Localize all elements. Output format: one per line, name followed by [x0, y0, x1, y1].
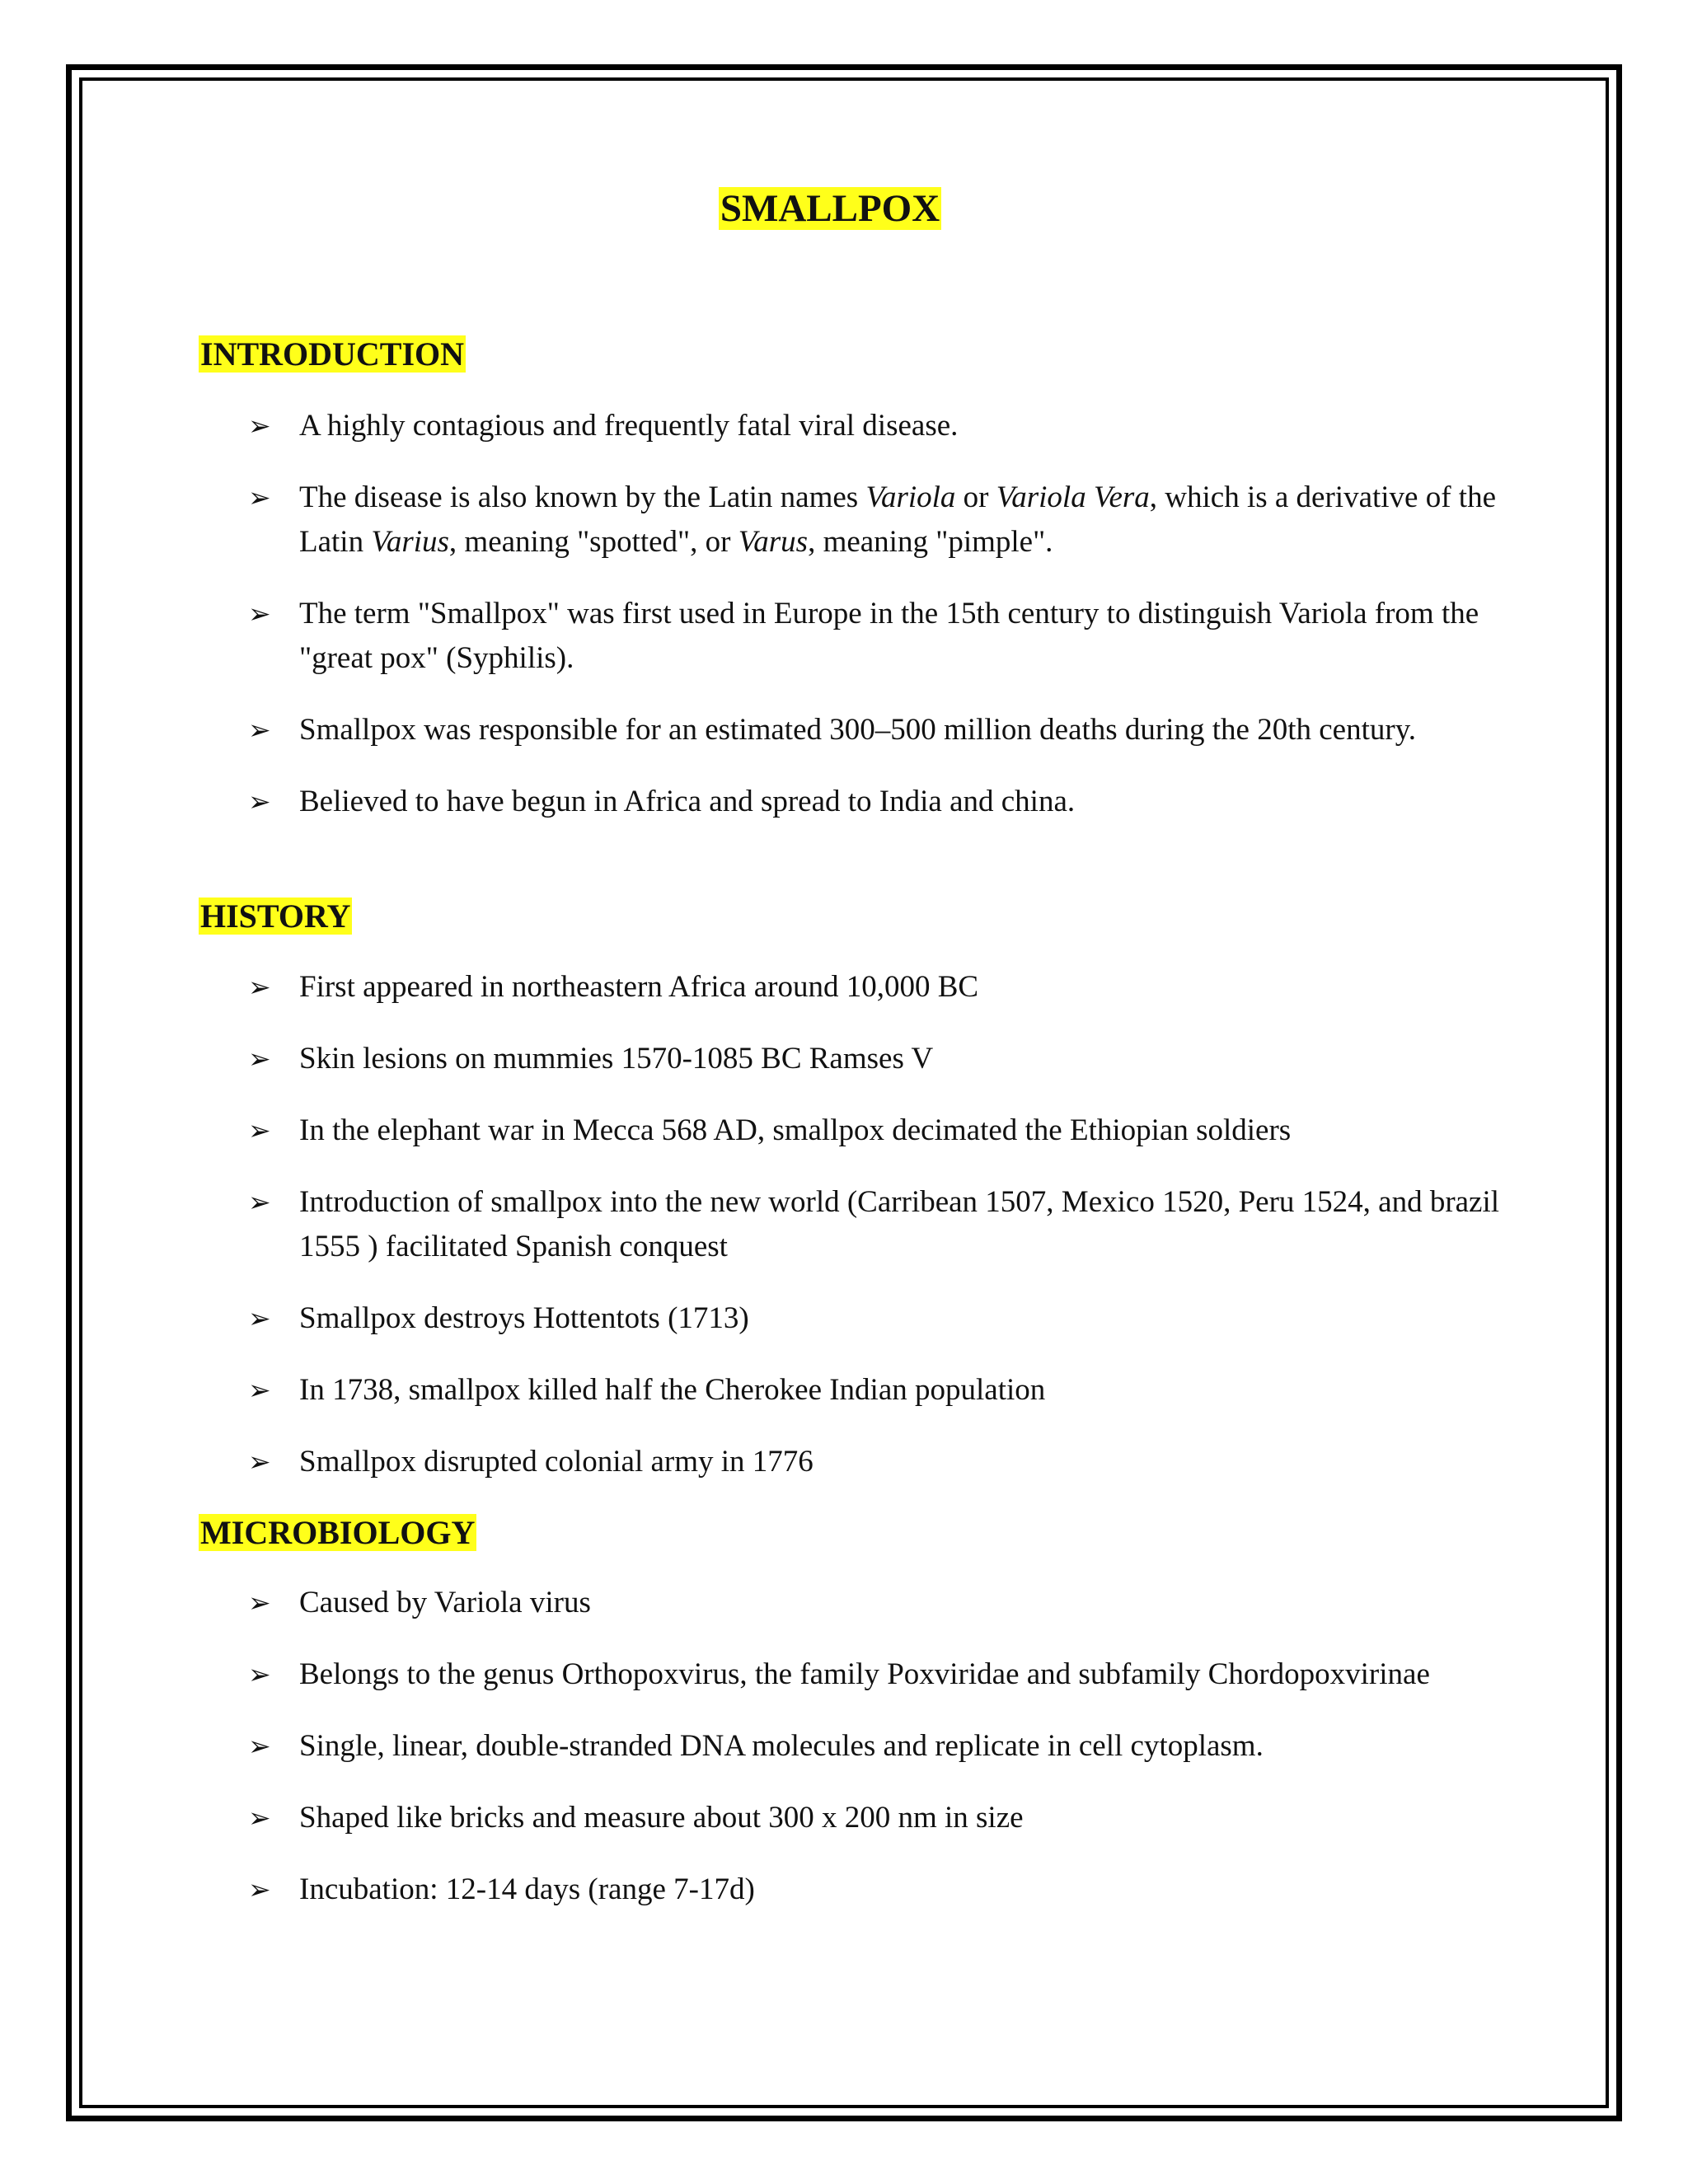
list-item-text: Belongs to the genus Orthopoxvirus, the family Poxviridae and subfamily Chordopoxvirinae [299, 1657, 1430, 1691]
arrow-bullet-icon: ➢ [248, 785, 271, 818]
section-heading-introduction-text: INTRODUCTION [200, 335, 465, 373]
list-item [248, 708, 1532, 752]
list-item [248, 1180, 1532, 1269]
arrow-bullet-icon: ➢ [248, 1114, 271, 1146]
list-item [248, 1652, 1532, 1697]
section-heading-introduction [199, 331, 466, 377]
list-item-text: Believed to have begun in Africa and spread to India and china. [299, 785, 1076, 818]
arrow-bullet-icon: ➢ [248, 1446, 271, 1478]
arrow-bullet-icon: ➢ [248, 1374, 271, 1406]
list-item [248, 1108, 1532, 1153]
list-item [248, 592, 1532, 681]
list-item [248, 1440, 1532, 1484]
list-item-text: Incubation: 12-14 days (range 7-17d) [299, 1872, 755, 1906]
list-item-text: First appeared in northeastern Africa around 10,000 BC [299, 970, 979, 1004]
arrow-bullet-icon: ➢ [248, 1658, 271, 1690]
introduction-list [248, 404, 1532, 851]
list-item-text: In 1738, smallpox killed half the Cherokee Indian population [299, 1373, 1046, 1407]
list-item-text: Smallpox disrupted colonial army in 1776 [299, 1445, 814, 1479]
list-item [248, 1868, 1532, 1912]
section-heading-history [199, 893, 352, 940]
list-item [248, 965, 1532, 1010]
text-fragment: , meaning "spotted", or [448, 525, 738, 559]
page-content [199, 0, 1500, 2184]
list-item-text: Smallpox destroys Hottentots (1713) [299, 1301, 749, 1335]
page-title-text: SMALLPOX [720, 187, 940, 230]
arrow-bullet-icon: ➢ [248, 1586, 271, 1619]
latin-term: Varius [371, 525, 449, 559]
latin-term: Varus [738, 525, 809, 559]
arrow-bullet-icon: ➢ [248, 598, 271, 630]
list-item-text [299, 480, 1496, 559]
arrow-bullet-icon: ➢ [248, 1802, 271, 1834]
list-item [248, 1368, 1532, 1413]
arrow-bullet-icon: ➢ [248, 1302, 271, 1334]
arrow-bullet-icon: ➢ [248, 714, 271, 746]
list-item-text: Skin lesions on mummies 1570-1085 BC Ramses V [299, 1042, 934, 1076]
list-item [248, 1296, 1532, 1341]
page-title [199, 183, 1461, 234]
text-fragment: , which is a derivative of the Latin [299, 480, 1496, 559]
arrow-bullet-icon: ➢ [248, 410, 271, 442]
section-heading-history-text: HISTORY [200, 898, 351, 935]
latin-term: Variola [865, 480, 956, 514]
arrow-bullet-icon: ➢ [248, 1730, 271, 1762]
section-heading-microbiology-text: MICROBIOLOGY [200, 1514, 476, 1551]
text-fragment: or [955, 480, 996, 514]
text-fragment: , meaning "pimple". [808, 525, 1053, 559]
arrow-bullet-icon: ➢ [248, 1186, 271, 1218]
arrow-bullet-icon: ➢ [248, 481, 271, 513]
arrow-bullet-icon: ➢ [248, 1043, 271, 1075]
list-item [248, 1796, 1532, 1840]
text-fragment: The disease is also known by the Latin names [299, 480, 866, 514]
list-item [248, 404, 1532, 448]
list-item [248, 780, 1532, 824]
list-item [248, 476, 1532, 565]
list-item-text: In the elephant war in Mecca 568 AD, smallpox decimated the Ethiopian soldiers [299, 1113, 1292, 1147]
list-item-text: Caused by Variola virus [299, 1586, 591, 1619]
list-item-text: A highly contagious and frequently fatal viral disease. [299, 409, 959, 443]
latin-term: Variola Vera [996, 480, 1150, 514]
history-list [248, 965, 1532, 1511]
microbiology-list [248, 1581, 1532, 1939]
list-item-text: Smallpox was responsible for an estimated 300–500 million deaths during the 20th century. [299, 713, 1417, 747]
list-item-text: The term "Smallpox" was first used in Europe in the 15th century to distinguish Variola from the "great pox" (Syphilis). [299, 597, 1479, 675]
list-item-text: Single, linear, double-stranded DNA molecules and replicate in cell cytoplasm. [299, 1729, 1264, 1763]
arrow-bullet-icon: ➢ [248, 971, 271, 1003]
section-heading-microbiology [199, 1510, 476, 1556]
list-item-text: Shaped like bricks and measure about 300 x 200 nm in size [299, 1801, 1024, 1835]
list-item-text: Introduction of smallpox into the new world (Carribean 1507, Mexico 1520, Peru 1524, and brazil 1555 ) facilitated Spanish conquest [299, 1185, 1500, 1263]
list-item [248, 1581, 1532, 1625]
arrow-bullet-icon: ➢ [248, 1873, 271, 1905]
list-item [248, 1724, 1532, 1769]
list-item [248, 1037, 1532, 1081]
